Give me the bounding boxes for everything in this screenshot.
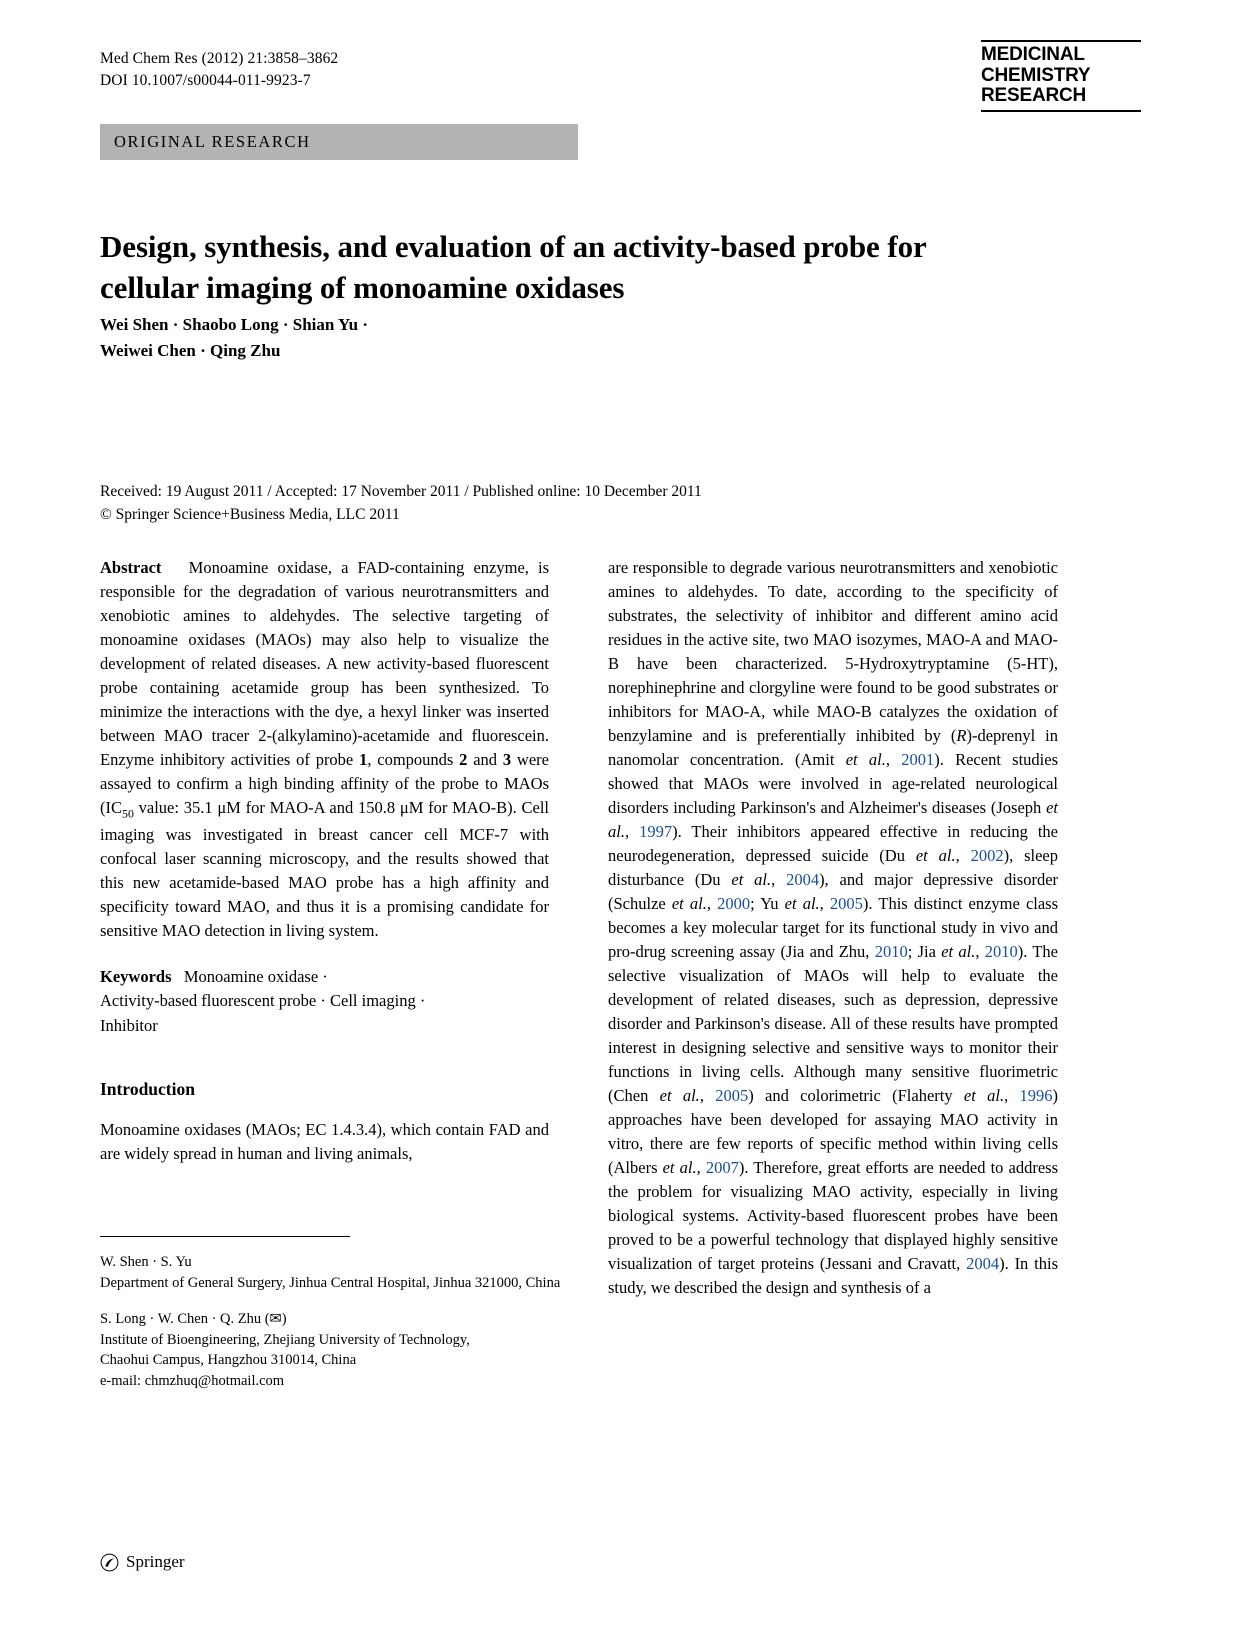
affiliation-2-authors: S. Long · W. Chen · Q. Zhu (✉)	[100, 1311, 287, 1328]
article-type-banner	[100, 124, 578, 160]
author-affiliations	[100, 1252, 570, 1391]
received-line: Received: 19 August 2011 / Accepted: 17 November 2011 / Published online: 10 December 2011	[100, 483, 702, 500]
page-header	[100, 44, 1141, 107]
author-line-2: Weiwei Chen · Qing Zhu	[100, 341, 281, 361]
abstract-block: Abstract Monoamine oxidase, a FAD-containing enzyme, is responsible for the degradation of various neurotransmitters and xenobiotic amines to aldehydes. The selective targeting of monoamine oxidases (MAOs) may also help to visualize the development of related diseases. A new activity-based fluorescent probe containing acetamide group has been synthesized. To minimize the interactions with the dye, a hexyl linker was inserted between MAO tracer 2-(alkylamino)-acetamide and fluorescein. Enzyme inhibitory activities of probe 1, compounds 2 and 3 were assayed to confirm a high binding affinity of the probe to MAOs ($IC_{50}$ value: 35.1 μM for MAO-A and 150.8 μM for MAO-B). Cell imaging was investigated in breast cancer cell MCF-7 with confocal laser scanning microscopy, and the results showed that this new acetamide-based MAO probe has a high affinity and specificity toward MAO, and thus it is a promising candidate for sensitive MAO detection in living system.	[100, 558, 549, 940]
section-heading-introduction: Introduction	[100, 1078, 195, 1099]
affiliation-1-authors: W. Shen · S. Yu	[100, 1254, 192, 1270]
right-column	[608, 556, 1058, 1300]
masthead-line-3: RESEARCH	[981, 85, 1087, 107]
affiliation-2-address-line-2: Chaohui Campus, Hangzhou 310014, China	[100, 1352, 357, 1369]
keywords-label: Keywords	[100, 966, 172, 986]
journal-masthead	[981, 40, 1141, 112]
introduction-paragraph-left: Monoamine oxidases (MAOs; EC 1.4.3.4), which contain FAD and are widely spread in human and living animals,	[100, 1120, 549, 1164]
affiliation-2-address-line-1: Institute of Bioengineering, Zhejiang University of Technology,	[100, 1331, 470, 1348]
keywords-block: Keywords Monoamine oxidase · Activity-based fluorescent probe · Cell imaging · Inhibitor	[100, 966, 426, 1036]
author-line-1: Wei Shen · Shaobo Long · Shian Yu ·	[100, 315, 369, 334]
left-column	[100, 556, 549, 1166]
publisher-logo	[100, 1552, 185, 1572]
affiliation-2	[100, 1309, 570, 1391]
masthead-line-1: MEDICINAL	[981, 44, 1085, 65]
page-title: Design, synthesis, and evaluation of an activity-based probe for cellular imaging of monoamine oxidases	[100, 228, 927, 306]
copyright-line: © Springer Science+Business Media, LLC 2011	[100, 506, 400, 524]
springer-mark-icon	[100, 1553, 119, 1572]
publisher-name: Springer	[126, 1552, 185, 1571]
affiliation-1	[100, 1252, 570, 1293]
corresponding-author-email: e-mail: chmzhuq@hotmail.com	[100, 1372, 285, 1389]
author-list	[100, 312, 900, 365]
publication-dates	[100, 480, 900, 527]
abstract-label: Abstract	[100, 558, 162, 577]
introduction-paragraph-right: are responsible to degrade various neurotransmitters and xenobiotic amines to aldehydes. To date, according to the specificity of substrates, the selectivity of inhibitor and different amino acid residues in the active site, two MAO isozymes, MAO-A and MAO-B have been characterized. 5-Hydroxytryptamine (5-HT), norephinephrine and clorgyline were found to be good substrates or inhibitors for MAO-A, while MAO-B catalyzes the oxidation of benzylamine and is preferentially inhibited by (R)-deprenyl in nanomolar concentration. (Amit et al., 2001). Recent studies showed that MAOs were involved in age-related neurological disorders including Parkinson's and Alzheimer's diseases (Joseph et al., 1997). Their inhibitors appeared effective in reducing the neurodegeneration, depressed suicide (Du et al., 2002), sleep disturbance (Du et al., 2004), and major depressive disorder (Schulze et al., 2000; Yu et al., 2005). This distinct enzyme class becomes a key molecular target for its functional study in vivo and pro-drug screening assay (Jia and Zhu, 2010; Jia et al., 2010). The selective visualization of MAOs will help to evaluate the development of related diseases, such as depression, depressive disorder and Parkinson's disease. All of these results have prompted interest in designing selective and sensitive ways to monitor their functions in living cells. Although many sensitive fluorimetric (Chen et al., 2005) and colorimetric (Flaherty et al., 1996) approaches have been developed for assaying MAO activity in vitro, there are few reports of specific method within living cells (Albers et al., 2007). Therefore, great efforts are needed to address the problem for visualizing MAO activity, especially in living biological systems. Activity-based fluorescent probes have been proved to be a powerful technology that displayed highly sensitive visualization of target proteins (Jessani and Cravatt, 2004). In this study, we described the design and synthesis of a	[608, 558, 1059, 1297]
footnote-divider	[100, 1236, 350, 1237]
doi-line: DOI 10.1007/s00044-011-9923-7	[100, 72, 311, 90]
journal-citation: Med Chem Res (2012) 21:3858–3862	[100, 50, 339, 67]
masthead-line-2: CHEMISTRY	[981, 64, 1091, 86]
article-type-label: ORIGINAL RESEARCH	[114, 132, 311, 151]
affiliation-1-address: Department of General Surgery, Jinhua Central Hospital, Jinhua 321000, China	[100, 1274, 561, 1291]
